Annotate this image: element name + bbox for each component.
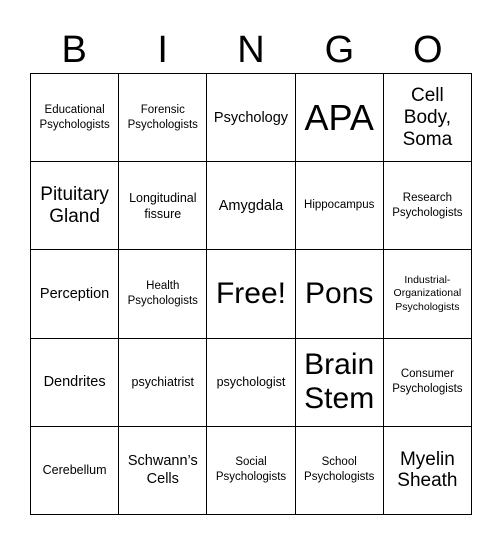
bingo-cell-r5c2[interactable]: Schwann’s Cells <box>119 427 207 515</box>
header-letter-n: N <box>237 29 265 71</box>
bingo-cell-r1c3[interactable]: Psychology <box>207 74 295 162</box>
bingo-cell-r3c5[interactable]: Industrial-Organizational Psychologists <box>384 250 472 338</box>
bingo-cell-r4c5[interactable]: Consumer Psychologists <box>384 339 472 427</box>
bingo-cell-r4c1[interactable]: Dendrites <box>31 339 119 427</box>
bingo-cell-r3c1[interactable]: Perception <box>31 250 119 338</box>
bingo-cell-r4c3[interactable]: psychologist <box>207 339 295 427</box>
bingo-cell-r1c5[interactable]: Cell Body, Soma <box>384 74 472 162</box>
bingo-cell-r5c5[interactable]: Myelin Sheath <box>384 427 472 515</box>
bingo-cell-r4c4[interactable]: Brain Stem <box>296 339 384 427</box>
bingo-header <box>30 28 472 72</box>
bingo-cell-r2c4[interactable]: Hippocampus <box>296 162 384 250</box>
bingo-cell-r4c2[interactable]: psychiatrist <box>119 339 207 427</box>
bingo-cell-r5c4[interactable]: School Psychologists <box>296 427 384 515</box>
bingo-cell-r3c4[interactable]: Pons <box>296 250 384 338</box>
bingo-cell-r2c1[interactable]: Pituitary Gland <box>31 162 119 250</box>
header-letter-o: O <box>413 29 443 71</box>
bingo-cell-r1c2[interactable]: Forensic Psychologists <box>119 74 207 162</box>
bingo-cell-r3c2[interactable]: Health Psychologists <box>119 250 207 338</box>
bingo-cell-r5c1[interactable]: Cerebellum <box>31 427 119 515</box>
bingo-cell-r2c2[interactable]: Longitudinal fissure <box>119 162 207 250</box>
bingo-cell-r1c1[interactable]: Educational Psychologists <box>31 74 119 162</box>
bingo-cell-r2c3[interactable]: Amygdala <box>207 162 295 250</box>
bingo-board <box>30 73 472 515</box>
header-letter-g: G <box>324 29 355 71</box>
bingo-cell-r2c5[interactable]: Research Psychologists <box>384 162 472 250</box>
header-letter-i: I <box>157 29 168 71</box>
bingo-free-space[interactable]: Free! <box>207 250 295 338</box>
header-letter-b: B <box>61 29 87 71</box>
bingo-cell-r5c3[interactable]: Social Psychologists <box>207 427 295 515</box>
bingo-cell-r1c4[interactable]: APA <box>296 74 384 162</box>
